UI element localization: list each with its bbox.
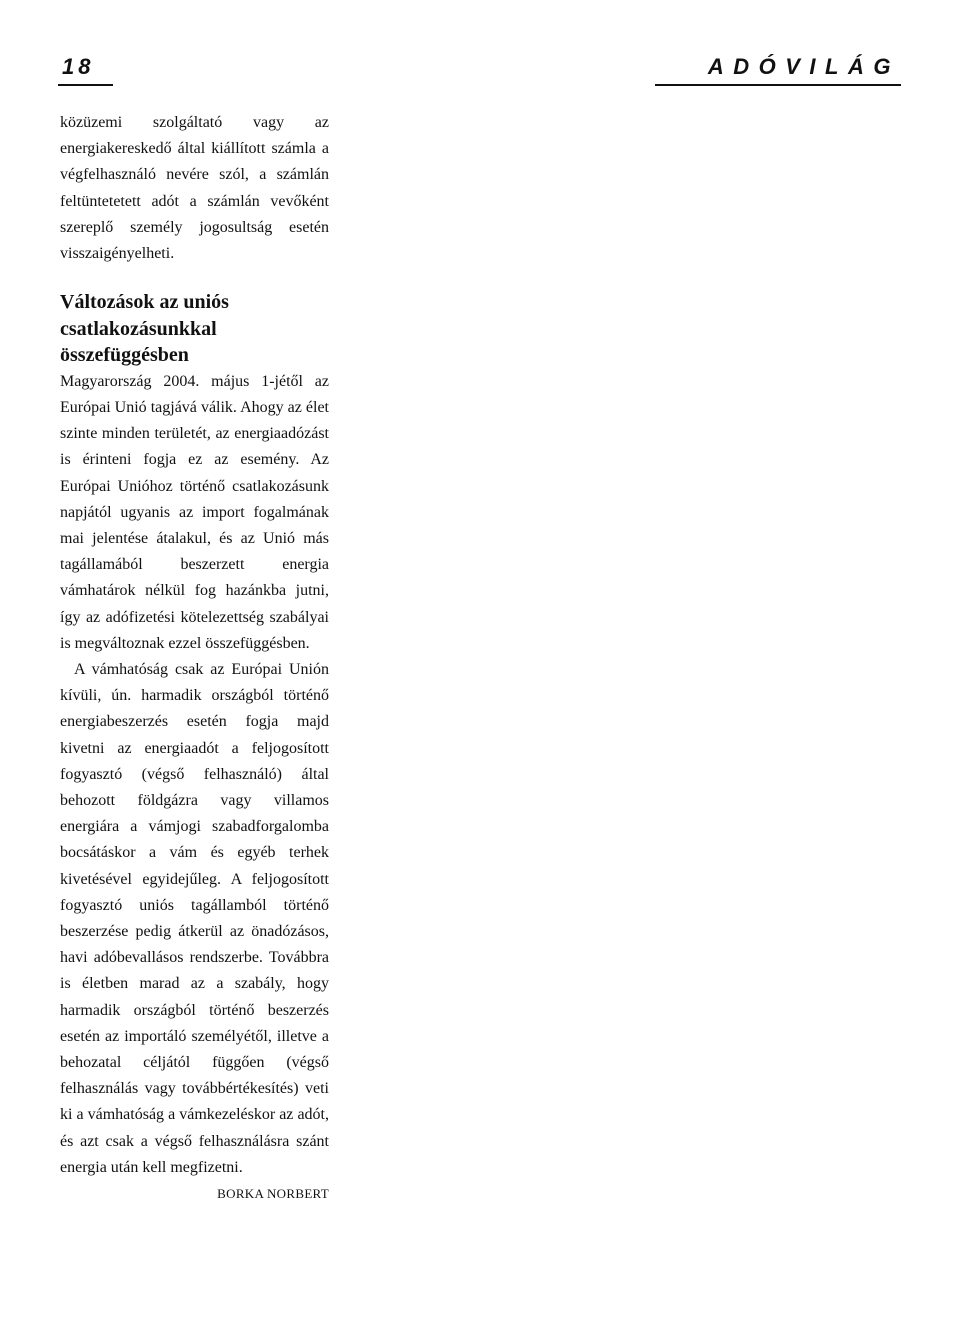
header-rule-right (655, 84, 901, 86)
article-column (60, 110, 329, 1205)
author-signature: BORKA NORBERT (217, 1186, 329, 1202)
section-heading: Változások az uniós csatlakozásunkkal összefüggésben (60, 291, 229, 367)
intro-paragraph: közüzemi szolgáltató vagy az energiakereskedő által kiállított számla a végfelhasználó nevére szól, a számlán feltüntetetett adót a számlán vevőként szereplő személy jogosultság esetén visszaigényelheti. (60, 114, 329, 263)
body-paragraph-1: Magyarország 2004. május 1-jétől az Európai Unió tagjává válik. Ahogy az élet szinte minden területét, az energiaadózást is érinteni fogja ez az esemény. Az Európai Unióhoz történő csatlakozásunk napjától ugyanis az import fogalmának mai jelentése átalakul, és az Unió más tagállamából beszerzett energia vámhatárok nélkül fog hazánkba jutni, így az adófizetési kötelezettség szabályai is megváltoznak ezzel összefüggésben. (60, 372, 329, 652)
body-paragraph-2: A vámhatóság csak az Európai Unión kívüli, ún. harmadik országból történő energiabeszerzés esetén fogja majd kivetni az energiaadót a feljogosított fogyasztó (végső felhasználó) által behozott földgázra vagy villamos energiára a vámjogi szabadforgalomba bocsátáskor a vám és egyéb terhek kivetésével egyidejűleg. A feljogosított fogyasztó uniós tagállamból történő beszerzése pedig átkerül az önadózásos, havi adóbevallásos rendszerbe. Továbbra is életben marad az a szabály, hogy harmadik országból történő beszerzés esetén az importáló személyétől, illetve a behozatal céljától függően (végső felhasználás vagy továbbértékesítés) veti ki a vámhatóság a vámkezeléskor az adót, és azt csak a végső felhasználásra szánt energia után kell megfizetni. (60, 660, 329, 1176)
magazine-title: ADÓVILÁG (707, 54, 900, 79)
page-number: 18 (62, 54, 95, 79)
header-rule-left (58, 84, 113, 86)
